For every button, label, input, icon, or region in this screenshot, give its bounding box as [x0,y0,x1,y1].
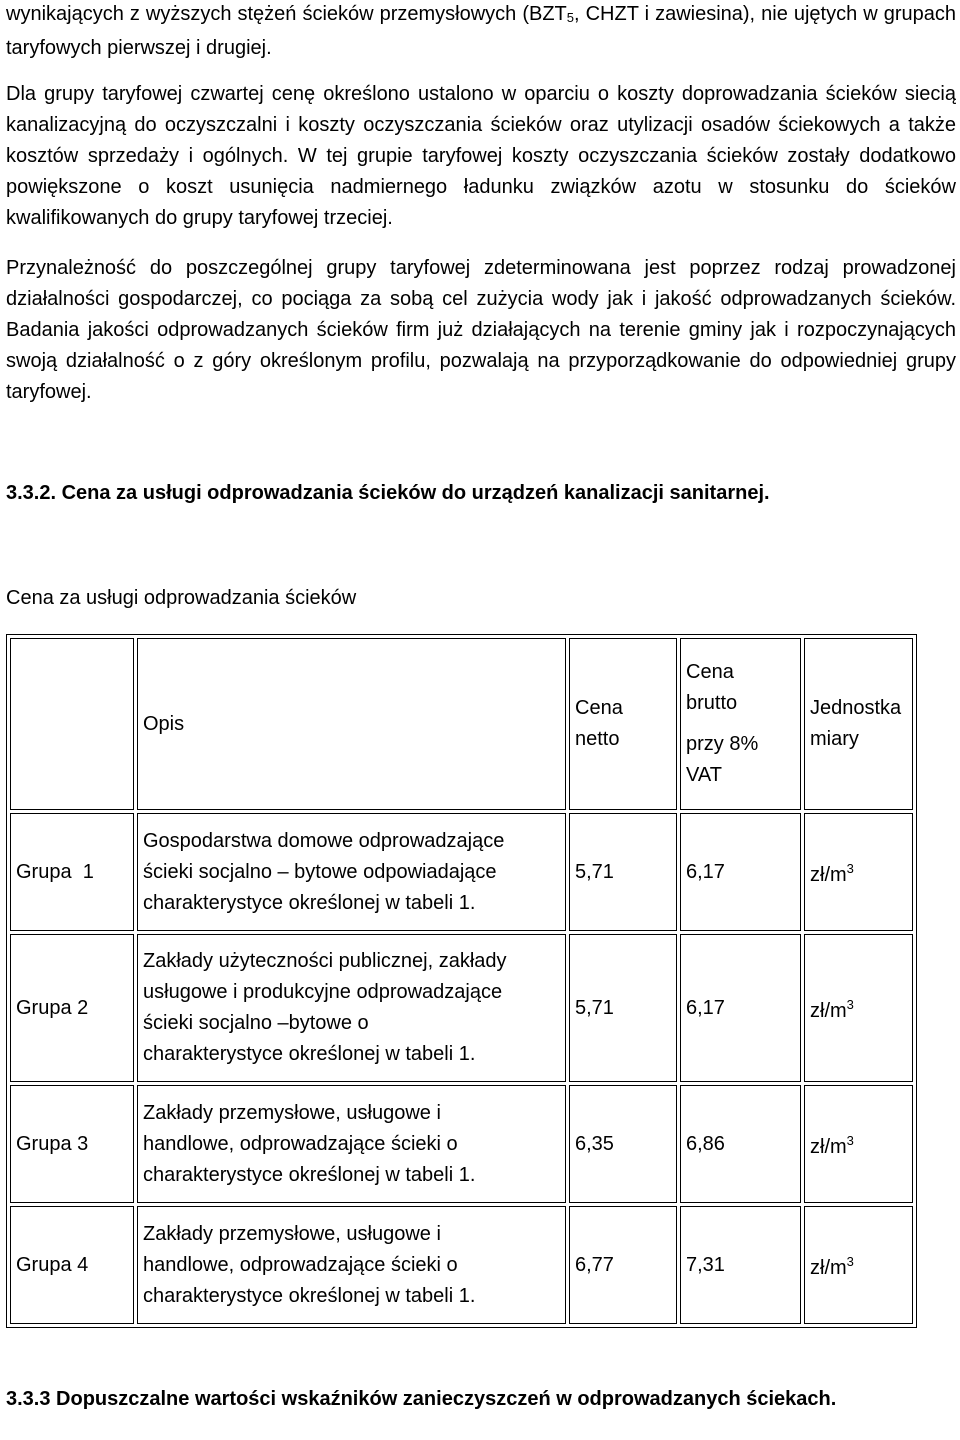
description-cell [137,934,566,1082]
description-line: charakterystyce określonej w tabeli 1. [143,891,476,914]
unit-cell [804,934,913,1082]
table-row [10,1206,913,1324]
header-brutto [680,638,801,810]
header-unit [804,638,913,810]
table-header-row [10,638,913,810]
netto-cell: 6,35 [569,1085,677,1203]
header-netto-line2: netto [575,728,620,750]
group-cell: Grupa 4 [10,1206,134,1324]
unit-exponent: 3 [846,1133,854,1148]
unit-text: zł/m [810,864,847,886]
unit-cell [804,1085,913,1203]
description-cell [137,1206,566,1324]
paragraph-intro-part-a: wynikających z wyższych stężeń ścieków przemysłowych (BZT [6,3,567,25]
header-brutto-line2: brutto [686,692,738,714]
unit-text: zł/m [810,1136,847,1158]
description-line: handlowe, odprowadzające ścieki o [143,1132,458,1155]
description-cell [137,813,566,931]
unit-exponent: 3 [846,1254,854,1269]
header-opis [137,638,566,810]
group-cell: Grupa 3 [10,1085,134,1203]
table-row [10,934,913,1082]
brutto-cell: 6,17 [680,934,801,1082]
description-line: charakterystyce określonej w tabeli 1. [143,1163,476,1186]
description-line: ścieki socjalno –bytowe o [143,1012,369,1034]
description-line: charakterystyce określonej w tabeli 1. [143,1284,476,1307]
table-row [10,813,913,931]
table-caption: Cena za usługi odprowadzania ścieków [6,587,357,609]
unit-text: zł/m [810,1257,847,1279]
header-netto-line1: Cena [575,697,623,719]
paragraph-intro [6,0,956,64]
paragraph-intro-part-b: , CHZT i zawiesina), nie ujętych w grupach taryfowych pierwszej i drugiej. [6,3,957,59]
header-brutto-line4: VAT [686,764,722,786]
price-table [6,634,917,1328]
header-brutto-line3: przy 8% [686,733,759,755]
description-line: Zakłady przemysłowe, usługowe i [143,1222,441,1245]
header-unit-line2: miary [810,728,859,750]
unit-cell [804,813,913,931]
bzt-subscript: 5 [566,10,575,25]
unit-exponent: 3 [846,997,854,1012]
group-cell: Grupa 2 [10,934,134,1082]
description-line: usługowe i produkcyjne odprowadzające [143,981,503,1003]
description-line: Gospodarstwa domowe odprowadzające [143,829,505,852]
paragraph-group-membership: Przynależność do poszczególnej grupy taryfowej zdeterminowana jest poprzez rodzaj prowadzonej działalności gospodarczej, co pociąga za sobą cel zużycia wody jak i jakość odprowadzanych ścieków. Badania jakości odprowadzanych ścieków firm już działających na terenie gminy jak i rozpoczynających swoją działalność o z góry określonym profilu, pozwalają na przyporządkowanie do odpowiedniej grupy taryfowej. [6,257,956,403]
description-line: handlowe, odprowadzające ścieki o [143,1253,458,1276]
netto-cell: 5,71 [569,813,677,931]
table-row [10,1085,913,1203]
header-empty-cell [10,638,134,810]
brutto-cell: 6,86 [680,1085,801,1203]
description-cell [137,1085,566,1203]
brutto-cell: 7,31 [680,1206,801,1324]
header-brutto-line1: Cena [686,661,734,683]
group-cell: Grupa 1 [10,813,134,931]
unit-exponent: 3 [846,861,854,876]
description-line: Zakłady użyteczności publicznej, zakłady [143,950,507,972]
unit-text: zł/m [810,1000,847,1022]
description-line: charakterystyce określonej w tabeli 1. [143,1043,476,1065]
netto-cell: 5,71 [569,934,677,1082]
header-opis-label: Opis [143,712,185,735]
unit-cell [804,1206,913,1324]
section-heading: 3.3.2. Cena za usługi odprowadzania ścieków do urządzeń kanalizacji sanitarnej. [6,482,770,504]
description-line: Zakłady przemysłowe, usługowe i [143,1101,441,1124]
brutto-cell: 6,17 [680,813,801,931]
header-netto [569,638,677,810]
paragraph-group-four: Dla grupy taryfowej czwartej cenę określono ustalono w oparciu o koszty doprowadzania ścieków siecią kanalizacyjną do oczyszczalni i koszty oczyszczania ścieków oraz utylizacji osadów ściekowych a także kosztów sprzedaży i ogólnych. W tej grupie taryfowej koszty oczyszczania ścieków zostały dodatkowo powiększone o koszt usunięcia nadmiernego ładunku związków azotu w stosunku do ścieków kwalifikowanych do grupy taryfowej trzeciej. [6,83,956,229]
next-section-heading: 3.3.3 Dopuszczalne wartości wskaźników zanieczyszczeń w odprowadzanych ściekach. [6,1388,837,1410]
header-unit-line1: Jednostka [810,697,902,719]
description-line: ścieki socjalno – bytowe odpowiadające [143,860,497,883]
netto-cell: 6,77 [569,1206,677,1324]
